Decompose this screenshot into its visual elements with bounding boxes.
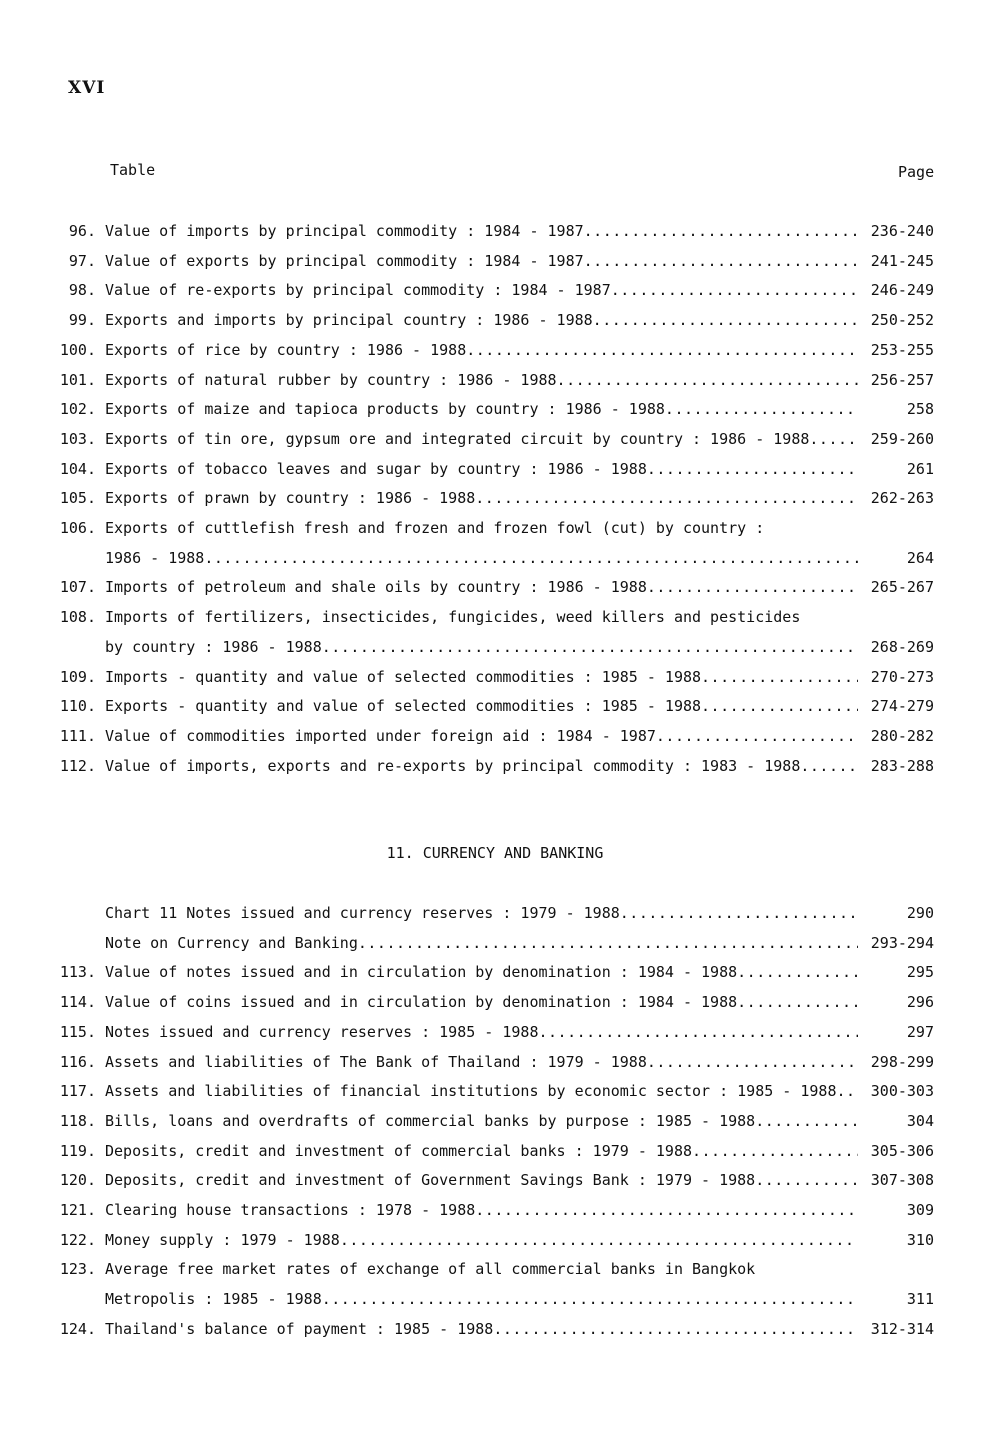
toc-entry-number: 121. — [59, 1201, 96, 1219]
dot-leader — [701, 666, 858, 688]
toc-entry-page: 296 — [906, 993, 934, 1012]
toc-entry-page: 265-267 — [870, 578, 934, 597]
dot-leader — [584, 220, 858, 242]
toc-entry — [0, 1021, 990, 1043]
toc-entry-page: 312-314 — [870, 1319, 934, 1338]
toc-entry-page: 309 — [906, 1201, 934, 1219]
toc-entry-title: Value of exports by principal commodity : 1984 - 1987 — [105, 251, 584, 270]
toc-entry-page: 253-255 — [870, 340, 934, 359]
toc-entry-page: 298-299 — [870, 1052, 934, 1071]
toc-entry-title-line — [105, 1229, 858, 1251]
toc-entry-title-line — [105, 1021, 858, 1043]
toc-entry-title: Average free market rates of exchange of all commercial banks in Bangkok — [105, 1260, 756, 1279]
toc-entry-page: 261 — [906, 459, 934, 478]
toc-entry — [0, 309, 990, 331]
toc-entry — [0, 725, 990, 747]
toc-entry-title-line — [105, 725, 858, 747]
toc-entry-title: Imports - quantity and value of selected commodities : 1985 - 1988 — [105, 667, 702, 686]
toc-entry-title: Exports of tobacco leaves and sugar by country : 1986 - 1988 — [105, 459, 647, 478]
toc-entry-title-line — [105, 339, 858, 361]
toc-entry-title: Assets and liabilities of financial institutions by economic sector : 1985 - 1988 — [105, 1082, 837, 1101]
toc-entry-title-line — [105, 755, 858, 777]
toc-entry-title-line — [105, 309, 858, 331]
dot-leader — [656, 725, 858, 747]
toc-entry-page: 274-279 — [870, 697, 934, 716]
dot-leader — [737, 991, 858, 1013]
toc-entry-number: 107. — [59, 578, 96, 597]
toc-entry — [0, 517, 990, 576]
toc-entry — [0, 902, 990, 924]
toc-entry-page: 310 — [906, 1230, 934, 1249]
toc-entry-number: 98. — [68, 281, 96, 300]
toc-entry-title-line — [105, 1110, 858, 1132]
dot-leader — [557, 369, 858, 391]
toc-entry-title-line — [105, 636, 858, 658]
dot-leader — [647, 1051, 858, 1073]
toc-entry-number: 124. — [59, 1319, 96, 1338]
toc-entry-page: 295 — [906, 963, 934, 982]
toc-entry-title: Imports of fertilizers, insecticides, fungicides, weed killers and pesticides — [105, 608, 801, 627]
toc-entry-title-line — [105, 1288, 858, 1310]
toc-entry-number: 106. — [59, 519, 96, 537]
toc-entry-page: 262-263 — [870, 489, 934, 508]
dot-leader — [692, 1140, 858, 1162]
toc-entry-number: 110. — [59, 697, 96, 716]
toc-entry-page: 304 — [906, 1111, 934, 1130]
toc-entry-title: Value of imports by principal commodity : 1984 - 1987 — [105, 222, 584, 240]
toc-entry-title-line — [105, 279, 858, 301]
dot-leader — [466, 339, 858, 361]
section-title: 11. CURRENCY AND BANKING — [386, 844, 604, 862]
toc-entry-title: Assets and liabilities of The Bank of Thailand : 1979 - 1988 — [105, 1052, 647, 1071]
toc-entry — [0, 339, 990, 361]
toc-entry-title-line — [105, 369, 858, 391]
toc-entry-title-line — [105, 517, 858, 539]
toc-entry — [0, 428, 990, 450]
toc-entry-title-line — [105, 458, 858, 480]
toc-entry-page: 236-240 — [870, 222, 934, 240]
toc-entry — [0, 1199, 990, 1221]
toc-entry-title-line — [105, 487, 858, 509]
toc-entry-title: Exports of prawn by country : 1986 - 1988 — [105, 489, 476, 508]
toc-entry — [0, 279, 990, 301]
dot-leader — [593, 309, 858, 331]
toc-entry-title: Exports and imports by principal country : 1986 - 1988 — [105, 311, 593, 330]
toc-entry-title-line — [105, 1258, 858, 1280]
toc-entry — [0, 932, 990, 954]
toc-entry-title: Value of coins issued and in circulation by denomination : 1984 - 1988 — [105, 993, 738, 1012]
toc-entry-page: 300-303 — [870, 1082, 934, 1101]
dot-leader — [755, 1169, 858, 1191]
toc-entry — [0, 1080, 990, 1102]
toc-entry — [0, 1318, 990, 1340]
toc-entry — [0, 1169, 990, 1191]
toc-entry-title: Exports - quantity and value of selected commodities : 1985 - 1988 — [105, 697, 702, 716]
dot-leader — [800, 755, 858, 777]
toc-entry-title-line — [105, 1169, 858, 1191]
toc-entry-title: Value of notes issued and in circulation by denomination : 1984 - 1988 — [105, 963, 738, 982]
toc-entry-title: Value of re-exports by principal commodity : 1984 - 1987 — [105, 281, 611, 300]
dot-leader — [737, 961, 858, 983]
toc-entry-title: Notes issued and currency reserves : 1985 - 1988 — [105, 1022, 539, 1041]
toc-entry — [0, 961, 990, 983]
toc-entry — [0, 369, 990, 391]
toc-entry-number: 114. — [59, 993, 96, 1012]
toc-entry-number: 97. — [68, 251, 96, 270]
dot-leader — [584, 250, 858, 272]
dot-leader — [322, 636, 858, 658]
toc-entry — [0, 755, 990, 777]
toc-entry-title-line — [105, 220, 858, 242]
toc-entry-title-line — [105, 932, 858, 954]
toc-entry-title: Exports of maize and tapioca products by country : 1986 - 1988 — [105, 400, 665, 419]
toc-entry-title-line — [105, 1140, 858, 1162]
toc-entry-number: 101. — [59, 370, 96, 389]
page-number: XVI — [68, 78, 106, 98]
toc-entry-page: 283-288 — [870, 756, 934, 775]
toc-entry-page: 305-306 — [870, 1141, 934, 1160]
toc-entry — [0, 1140, 990, 1162]
toc-entry — [0, 1110, 990, 1132]
toc-entry-title-line — [105, 1080, 858, 1102]
toc-entry-number: 117. — [59, 1082, 96, 1101]
toc-entry-number: 123. — [59, 1260, 96, 1279]
toc-entry-number: 99. — [68, 311, 96, 330]
toc-entry-number: 100. — [59, 340, 96, 359]
dot-leader — [837, 1080, 859, 1102]
dot-leader — [809, 428, 858, 450]
toc-entry-number: 113. — [59, 963, 96, 982]
toc-entry-title-line — [105, 398, 858, 420]
toc-entry-number: 118. — [59, 1111, 96, 1130]
toc-entry-page: 246-249 — [870, 281, 934, 300]
toc-entry — [0, 666, 990, 688]
toc-entry-title: Exports of tin ore, gypsum ore and integrated circuit by country : 1986 - 1988 — [105, 429, 810, 448]
toc-entry — [0, 487, 990, 509]
dot-leader — [475, 1199, 858, 1221]
toc-entry-number: 109. — [59, 667, 96, 686]
toc-entry-title-line — [105, 1318, 858, 1340]
toc-entry-title-line — [105, 428, 858, 450]
toc-entry-page: 307-308 — [870, 1171, 934, 1190]
toc-entry — [0, 250, 990, 272]
toc-entry-page: 241-245 — [870, 251, 934, 270]
toc-entry-number: 105. — [59, 489, 96, 508]
toc-entry-title: Deposits, credit and investment of commercial banks : 1979 - 1988 — [105, 1141, 692, 1160]
toc-entry-title-line — [105, 1051, 858, 1073]
toc-entry-title-line — [105, 606, 858, 628]
dot-leader — [755, 1110, 858, 1132]
toc-entry — [0, 220, 990, 242]
toc-entry-title: Exports of natural rubber by country : 1986 - 1988 — [105, 370, 557, 389]
toc-entry-title-continued: by country : 1986 - 1988 — [105, 637, 322, 656]
toc-entry — [0, 991, 990, 1013]
dot-leader — [204, 547, 858, 569]
dot-leader — [620, 902, 858, 924]
toc-entry-title-line — [105, 547, 858, 569]
toc-entry-title: Exports of rice by country : 1986 - 1988 — [105, 340, 467, 359]
toc-entry — [0, 576, 990, 598]
toc-entry — [0, 1051, 990, 1073]
toc-entry-title: Chart 11 Notes issued and currency reserves : 1979 - 1988 — [105, 904, 620, 922]
toc-entry — [0, 398, 990, 420]
toc-entry-page: 268-269 — [870, 637, 934, 656]
toc-entry-page: 293-294 — [870, 933, 934, 952]
toc-entry-title: Deposits, credit and investment of Government Savings Bank : 1979 - 1988 — [105, 1171, 756, 1190]
toc-entry-title-continued: 1986 - 1988 — [105, 548, 205, 567]
toc-entry-title-line — [105, 1199, 858, 1221]
dot-leader — [665, 398, 858, 420]
toc-entry-title-line — [105, 666, 858, 688]
toc-entry-number: 122. — [59, 1230, 96, 1249]
dot-leader — [493, 1318, 858, 1340]
toc-entry-title-line — [105, 902, 858, 924]
dot-leader — [538, 1021, 858, 1043]
toc-entry-title: Imports of petroleum and shale oils by country : 1986 - 1988 — [105, 578, 647, 597]
dot-leader — [755, 1258, 858, 1280]
toc-entry-number: 116. — [59, 1052, 96, 1071]
toc-entry-title-line — [105, 250, 858, 272]
toc-entry — [0, 695, 990, 717]
toc-entry-page: 250-252 — [870, 311, 934, 330]
dot-leader — [322, 1288, 858, 1310]
toc-entry-title: Bills, loans and overdrafts of commercial banks by purpose : 1985 - 1988 — [105, 1111, 756, 1130]
toc-entry-page: 280-282 — [870, 726, 934, 745]
toc-entry-number: 102. — [59, 400, 96, 419]
toc-entry-page: 270-273 — [870, 667, 934, 686]
toc-entry-title-line — [105, 991, 858, 1013]
table-column-header: Table — [110, 161, 156, 179]
toc-entry-number: 112. — [59, 756, 96, 775]
dot-leader — [647, 458, 858, 480]
toc-entry-page: 297 — [906, 1022, 934, 1041]
toc-entry-title: Thailand's balance of payment : 1985 - 1988 — [105, 1319, 494, 1338]
toc-entry-page: 311 — [906, 1290, 934, 1309]
toc-entry-number: 119. — [59, 1141, 96, 1160]
dot-leader — [764, 517, 858, 539]
toc-entry — [0, 458, 990, 480]
toc-entry-number: 104. — [59, 459, 96, 478]
toc-entry-title-line — [105, 961, 858, 983]
toc-entry-number: 115. — [59, 1022, 96, 1041]
dot-leader — [800, 606, 858, 628]
toc-entry-number: 120. — [59, 1171, 96, 1190]
toc-entry — [0, 1258, 990, 1317]
toc-entry-title: Exports of cuttlefish fresh and frozen and frozen fowl (cut) by country : — [105, 519, 765, 537]
toc-entry-number: 108. — [59, 608, 96, 627]
toc-entry-page: 258 — [906, 400, 934, 419]
toc-entry-title: Value of commodities imported under foreign aid : 1984 - 1987 — [105, 726, 656, 745]
dot-leader — [340, 1229, 858, 1251]
toc-entry-number: 96. — [68, 222, 96, 240]
toc-entry-title-line — [105, 576, 858, 598]
toc-entry-title: Note on Currency and Banking — [105, 933, 358, 952]
toc-entry-title: Value of imports, exports and re-exports by principal commodity : 1983 - 1988 — [105, 756, 801, 775]
dot-leader — [647, 576, 858, 598]
toc-entry-page: 256-257 — [870, 370, 934, 389]
toc-entry-title-line — [105, 695, 858, 717]
toc-entry-title-continued: Metropolis : 1985 - 1988 — [105, 1290, 322, 1309]
toc-entry — [0, 606, 990, 665]
toc-entry-title: Clearing house transactions : 1978 - 1988 — [105, 1201, 476, 1219]
dot-leader — [475, 487, 858, 509]
dot-leader — [611, 279, 858, 301]
toc-entry-page: 259-260 — [870, 429, 934, 448]
dot-leader — [358, 932, 858, 954]
toc-entry-title: Money supply : 1979 - 1988 — [105, 1230, 340, 1249]
toc-entry-number: 103. — [59, 429, 96, 448]
toc-entry — [0, 1229, 990, 1251]
toc-entry-number: 111. — [59, 726, 96, 745]
toc-entry-page: 264 — [906, 548, 934, 567]
dot-leader — [701, 695, 858, 717]
toc-entry-page: 290 — [906, 904, 934, 922]
page-column-header: Page — [898, 163, 935, 181]
